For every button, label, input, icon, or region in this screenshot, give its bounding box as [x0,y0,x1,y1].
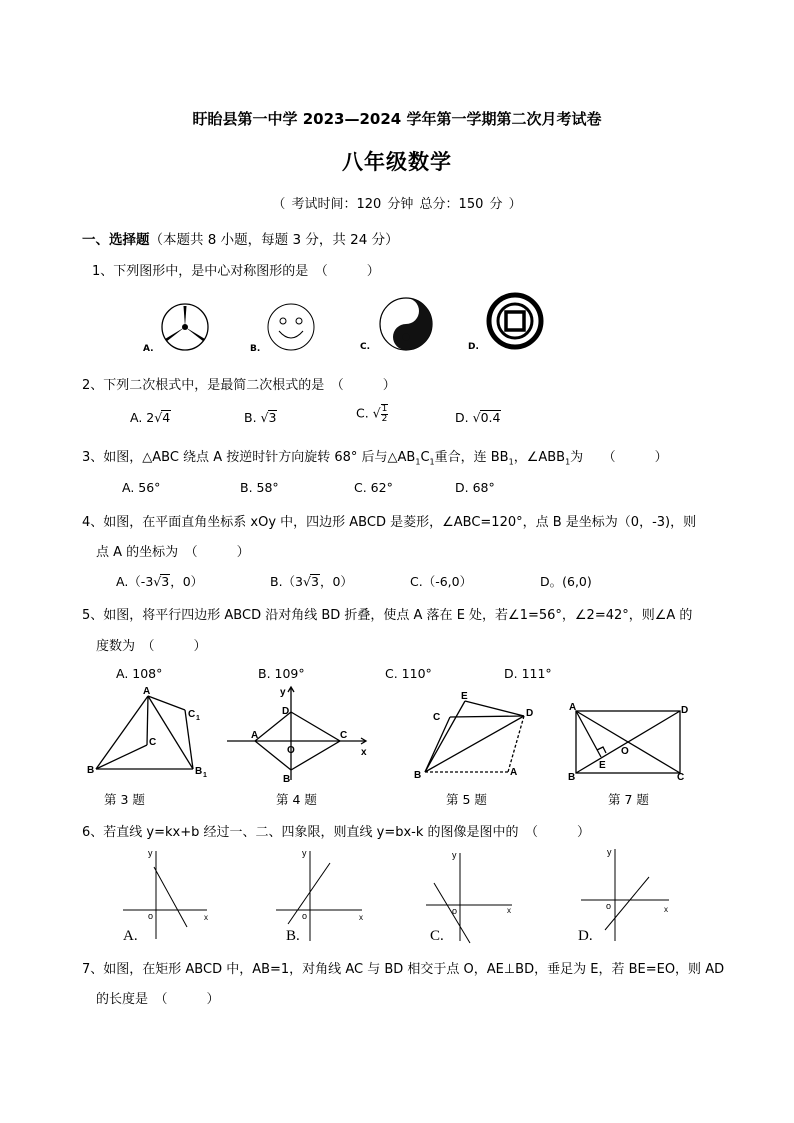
q2-option-d[interactable]: D. √0.4 [455,410,501,425]
q3-option-b[interactable]: B. 58° [240,480,279,495]
question-5-line-2: 度数为 （ ） [96,639,207,654]
fig4-label-b: B [283,774,291,785]
q6b-label-x: x [359,913,363,922]
question-5-line-1: 5、如图，将平行四边形 ABCD 沿对角线 BD 折叠，使点 A 落在 E 处，若∠1=56°，∠2=42°，则∠A 的 [82,608,693,623]
fig4-label-d: D [282,706,290,717]
section-label: 一、选择题 [82,232,150,248]
q6b-label-o: o [302,911,308,921]
q2-option-a[interactable]: A. 2√4 [130,410,171,425]
q2-d-radicand: 0.4 [480,410,501,425]
fig7-label-e: E [599,760,606,771]
figure-7-caption: 第 7 题 [608,792,649,807]
q3-sub-1: 1 [415,457,421,467]
section-note: （本题共 8 小题，每题 3 分，共 24 分） [149,232,399,248]
fig7-label-o: O [621,746,629,757]
exam-subtitle: 八年级数学 [342,150,452,174]
fig5-label-a: A [510,767,518,778]
q2-d-label: D. [455,410,469,425]
q3-text-c: 重合，连 BB [434,450,509,465]
question-1: 1、下列图形中，是中心对称图形的是 （ ） [92,264,380,279]
section-heading [82,228,399,248]
q1-option-c[interactable]: C. [360,342,371,352]
q6-graph-b [270,845,370,945]
q6d-label-o: o [606,901,612,911]
question-2: 2、下列二次根式中，是最简二次根式的是 （ ） [82,378,396,393]
figure-7 [565,700,695,786]
q3-text-a: 3、如图，△ABC 绕点 A 按逆时针方向旋转 68° 后与△AB [82,450,416,465]
figure-4-caption: 第 4 题 [276,792,317,807]
q2-option-c[interactable]: C. √ $\frac{1}{2}$ [356,404,388,424]
fig7-label-a: A [569,702,577,713]
q6-option-b[interactable]: B. [286,928,300,944]
q6d-label-y: y [607,847,612,857]
fig7-label-c: C [677,772,685,783]
q6a-label-y: y [148,848,153,858]
question-6: 6、若直线 y=kx+b 经过一、二、四象限，则直线 y=bx-k 的图像是图中的 （ ） [82,825,591,840]
q4-b-post: ，0） [319,574,353,589]
q1-option-c-symbol [378,296,434,352]
figure-3-caption: 第 3 题 [104,792,145,807]
question-7-line-1: 7、如图，在矩形 ABCD 中，AB=1，对角线 AC 与 BD 相交于点 O，AE⊥BD，垂足为 E，若 BE=EO，则 AD [82,962,725,977]
figure-5-caption: 第 5 题 [446,792,487,807]
q2-b-radicand: 3 [268,410,277,425]
q3-sub-3: 1 [508,457,514,467]
q2-a-radicand: 4 [162,410,171,425]
exam-info: （ 考试时间：120 分钟 总分：150 分 ） [272,197,522,212]
q3-text-d: ，∠ABB [513,450,566,465]
figure-5 [410,686,545,786]
q3-option-a[interactable]: A. 56° [122,480,161,495]
fig7-label-d: D [681,705,689,716]
q4-a-post: ，0） [170,574,204,589]
question-4-line-1: 4、如图，在平面直角坐标系 xOy 中，四边形 ABCD 是菱形，∠ABC=120°，点 B 是坐标为（0，-3)，则 [82,515,697,530]
q5-option-c[interactable]: C. 110° [385,666,432,681]
q3-sub-2: 1 [429,457,435,467]
q6c-label-y: y [452,850,457,860]
q5-option-d[interactable]: D. 111° [504,666,552,681]
q6-option-c[interactable]: C. [430,928,444,944]
fig5-label-d: D [526,708,534,719]
q4-a-radicand: 3 [161,574,170,589]
q1-option-d-symbol [486,292,544,350]
q4-option-c[interactable]: C.（-6,0） [410,574,473,589]
q6a-label-o: o [148,911,154,921]
figure-3 [85,682,215,782]
q4-b-pre: B.（3 [270,574,304,589]
question-4-line-2: 点 A 的坐标为 （ ） [96,545,250,560]
q1-option-d[interactable]: D. [468,342,479,352]
q2-c-denominator: 2 [381,414,388,424]
q3-option-c[interactable]: C. 62° [354,480,393,495]
fig4-label-a: A [251,730,259,741]
q3-option-d[interactable]: D. 68° [455,480,495,495]
q6b-label-y: y [302,848,307,858]
fig7-label-b: B [568,772,576,783]
q6-option-a[interactable]: A. [123,928,138,944]
question-3 [82,446,668,467]
q4-option-d[interactable]: D。(6,0) [540,574,592,589]
q6d-label-x: x [664,905,668,914]
q2-c-label: C. [356,405,369,421]
q1-option-a-symbol [160,302,210,352]
fig5-label-e: E [461,691,468,702]
q3-text-b: C [420,450,430,465]
fig3-label-c1-sub: 1 [196,715,200,722]
q2-c-numerator: 1 [381,404,388,414]
fig4-label-x: x [361,747,367,758]
fig4-label-c: C [340,730,348,741]
q4-a-pre: A.（-3 [116,574,154,589]
fig3-label-a: A [143,686,151,697]
q2-a-label: A. [130,410,143,425]
fig4-label-o: O [287,745,295,756]
q1-option-b-symbol [266,302,316,352]
fig5-label-b: B [414,770,422,781]
q5-option-b[interactable]: B. 109° [258,666,305,681]
q6c-label-o: o [452,906,458,916]
fig3-label-b: B [87,765,95,776]
fig3-label-b1: B [195,766,203,777]
fig4-label-y: y [280,687,286,698]
figure-4 [225,682,375,786]
q1-option-b[interactable]: B. [250,344,261,354]
q5-option-a[interactable]: A. 108° [116,666,163,681]
exam-title: 盱眙县第一中学 2023—2024 学年第一学期第二次月考试卷 [192,110,602,128]
q4-b-radicand: 3 [310,574,319,589]
q2-a-coef: 2 [146,410,155,425]
q2-b-label: B. [244,410,257,425]
q1-option-a[interactable]: A. [143,344,154,354]
q6c-label-x: x [507,906,511,915]
q4-option-a[interactable]: A.（-3√3，0） [116,574,204,589]
q6-option-d[interactable]: D. [578,928,593,944]
q2-option-b[interactable]: B. √3 [244,410,277,425]
question-7-line-2: 的长度是 （ ） [96,992,220,1007]
q3-sub-4: 1 [565,457,571,467]
fig5-label-c: C [433,712,441,723]
q6a-label-x: x [204,913,208,922]
q3-text-e: 为 （ ） [570,450,668,465]
q4-option-b[interactable]: B.（3√3，0） [270,574,353,589]
fig3-label-b1-sub: 1 [203,772,207,779]
fig3-label-c1: C [188,709,196,720]
fig3-label-c: C [149,737,157,748]
